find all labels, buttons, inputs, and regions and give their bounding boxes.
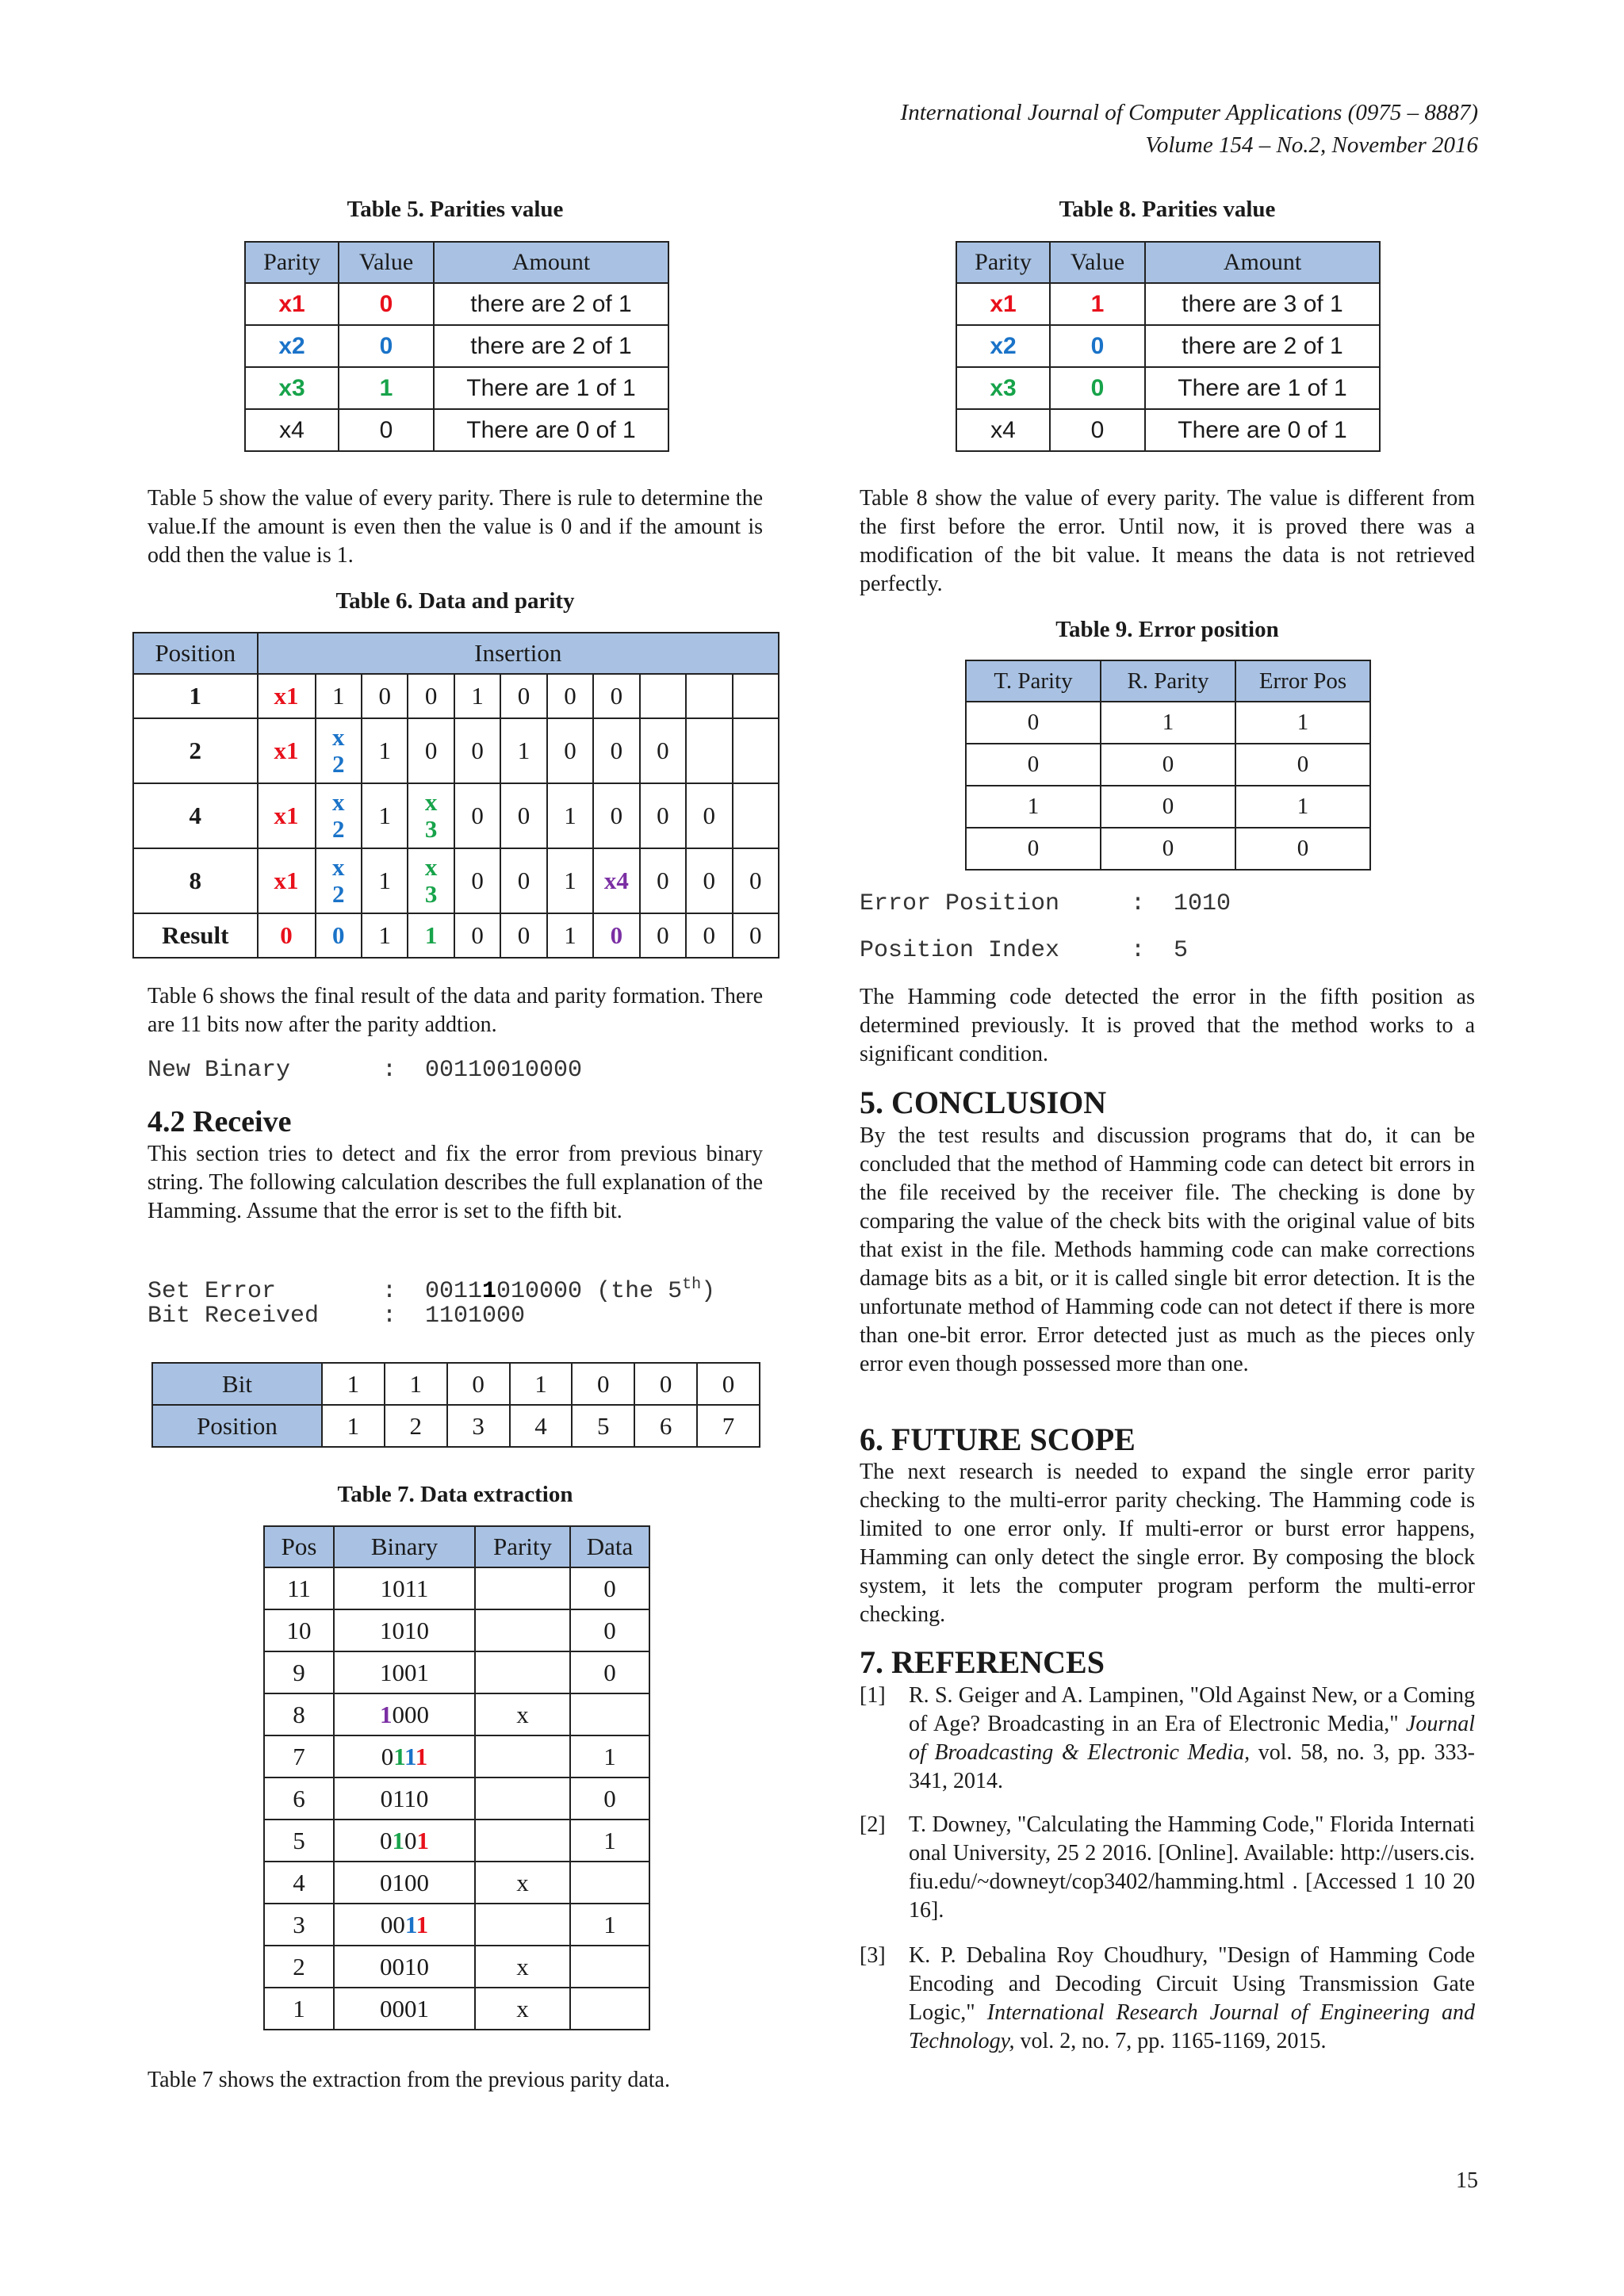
table-cell: 0 bbox=[1235, 828, 1370, 870]
table-row bbox=[264, 1946, 649, 1988]
bit-received-value: : 1101000 bbox=[382, 1303, 526, 1330]
table-cell: 7 bbox=[264, 1735, 334, 1777]
table-cell: 0 bbox=[640, 848, 686, 913]
error-position-value: : 1010 bbox=[1131, 890, 1231, 917]
table-cell bbox=[334, 1567, 475, 1609]
table-cell: 0 bbox=[966, 828, 1101, 870]
conclusion-text: By the test results and discussion programs that do, it can be concluded that the method of Hamming code can detect bit errors in the file received by the receiver file. The checking is done by comparing the value of the check bits with the original value of bits that exist in the file. Methods hamming code can make corrections damage bits as a bit, or it is called single bit error detection. It is the unfortunate method of Hamming code can not detect if there is more than one-bit error. Error detected just as much as the pieces only error even though possessed more than one. bbox=[860, 1123, 1475, 1376]
binary-segment: 1011 bbox=[380, 1574, 429, 1602]
binary-segment: 1 bbox=[416, 1826, 429, 1854]
table-cell: 2 bbox=[133, 718, 258, 783]
future-scope-text: The next research is needed to expand the single error parity checking to the multi-error parity checking. The Hamming code is limited to one error only. If multi-error or burst error happens, Hamming can only detect the single error. By composing the block system, it lets the computer program perform the multi-error checking. bbox=[860, 1460, 1475, 1627]
journal-volume: Volume 154 – No.2, November 2016 bbox=[1145, 132, 1478, 158]
set-error-colon: : bbox=[382, 1278, 426, 1305]
set-error-bit: 1 bbox=[482, 1278, 497, 1305]
table-cell: 5 bbox=[572, 1405, 634, 1447]
table-cell: 3 bbox=[447, 1405, 510, 1447]
table-cell: 1 bbox=[547, 848, 593, 913]
binary-segment: 1 bbox=[415, 1742, 428, 1770]
reference-details: vol. 2, no. 7, pp. 1165-1169, 2015. bbox=[1014, 2029, 1327, 2053]
table-cell: 1 bbox=[1235, 702, 1370, 744]
table-cell: 9 bbox=[264, 1651, 334, 1693]
binary-segment: 1 bbox=[404, 1742, 416, 1770]
table-cell: 0 bbox=[593, 913, 639, 958]
table-cell: 1 bbox=[322, 1405, 385, 1447]
set-error-post: 010000 (the 5 bbox=[496, 1278, 683, 1305]
table-cell: 0 bbox=[316, 913, 362, 958]
page-number: 15 bbox=[1456, 2168, 1478, 2193]
table6-header: Insertion bbox=[258, 633, 779, 674]
table9-header: T. Parity bbox=[966, 660, 1101, 702]
journal-name: International Journal of Computer Applications (0975 – 8887) bbox=[900, 100, 1478, 125]
table-cell bbox=[686, 674, 732, 718]
table-cell: 0 bbox=[1050, 325, 1145, 367]
table-cell: 1 bbox=[408, 913, 454, 958]
table8-header: Amount bbox=[1145, 242, 1380, 283]
table-cell: x1 bbox=[956, 283, 1050, 325]
table-cell: x 3 bbox=[408, 783, 454, 848]
binary-segment: 00 bbox=[380, 1910, 405, 1938]
table-row bbox=[264, 1820, 649, 1862]
reference-number: [2] bbox=[860, 1812, 886, 1837]
binary-segment: 1 bbox=[404, 1910, 416, 1938]
table-cell: 4 bbox=[510, 1405, 573, 1447]
table-cell bbox=[686, 718, 732, 783]
table8-header: Parity bbox=[956, 242, 1050, 283]
table-cell: 0 bbox=[733, 848, 779, 913]
table-cell: 0 bbox=[1101, 828, 1235, 870]
table-cell: 8 bbox=[264, 1693, 334, 1735]
table-cell bbox=[334, 1777, 475, 1820]
table-cell: 0 bbox=[640, 783, 686, 848]
binary-segment: 0 bbox=[381, 1742, 394, 1770]
new-binary-label: New Binary bbox=[147, 1057, 291, 1084]
table-cell bbox=[640, 674, 686, 718]
table-cell: 0 bbox=[500, 848, 546, 913]
table-cell: x1 bbox=[258, 674, 316, 718]
table-row bbox=[264, 1567, 649, 1609]
table-cell: 4 bbox=[133, 783, 258, 848]
table-cell: x bbox=[475, 1946, 570, 1988]
reference-text: T. Downey, "Calculating the Hamming Code," Florida International University, 25 2 2016. [Online]. Available: http://users.cis.fiu.edu/~downeyt/cop3402/hamming.html . [Accessed 1 10 2016]. bbox=[909, 1812, 1475, 1923]
table-cell: x bbox=[475, 1693, 570, 1735]
table-cell: 0 bbox=[733, 913, 779, 958]
table-cell: 0 bbox=[1235, 744, 1370, 786]
table-cell: 2 bbox=[385, 1405, 447, 1447]
table5-header: Amount bbox=[434, 242, 668, 283]
references-title: 7. REFERENCES bbox=[860, 1644, 1105, 1680]
table-cell: 1 bbox=[454, 674, 500, 718]
table7-caption: Table 7. Data extraction bbox=[337, 1482, 573, 1507]
binary-segment: 0010 bbox=[380, 1952, 429, 1980]
table8-header: Value bbox=[1050, 242, 1145, 283]
table-cell bbox=[475, 1904, 570, 1946]
table9-header: Error Pos bbox=[1235, 660, 1370, 702]
error-position-label: Error Position bbox=[860, 890, 1060, 917]
table-cell: 0 bbox=[570, 1609, 649, 1651]
table-row bbox=[264, 1735, 649, 1777]
table-cell: 0 bbox=[547, 674, 593, 718]
table-cell: 3 bbox=[264, 1904, 334, 1946]
reference-item bbox=[860, 1811, 1475, 1925]
table-cell: 1 bbox=[966, 786, 1101, 828]
table-cell: 0 bbox=[570, 1777, 649, 1820]
paragraph-table9: The Hamming code detected the error in the fifth position as determined previously. It is proved that the method works to a significant condition. bbox=[860, 985, 1475, 1066]
table-cell: x 2 bbox=[316, 783, 362, 848]
table-cell: there are 2 of 1 bbox=[434, 283, 668, 325]
table-cell bbox=[334, 1693, 475, 1735]
table6-header: Position bbox=[133, 633, 258, 674]
table-cell: x1 bbox=[258, 848, 316, 913]
table-cell: 0 bbox=[640, 718, 686, 783]
table-cell: x3 bbox=[245, 367, 339, 409]
table-cell: 1 bbox=[339, 367, 434, 409]
table-cell: x4 bbox=[593, 848, 639, 913]
reference-text: R. S. Geiger and A. Lampinen, "Old Against New, or a Coming of Age? Broadcasting in an Era of Electronic Media," bbox=[909, 1683, 1475, 1736]
table-cell: There are 1 of 1 bbox=[434, 367, 668, 409]
table-cell: 0 bbox=[966, 744, 1101, 786]
table-cell: 0 bbox=[593, 718, 639, 783]
new-binary-line bbox=[147, 1054, 763, 1086]
table-cell: 0 bbox=[454, 848, 500, 913]
bit-received-label: Bit Received bbox=[147, 1303, 320, 1330]
bit-label: Bit bbox=[152, 1363, 322, 1405]
table-cell: 0 bbox=[686, 848, 732, 913]
binary-segment: 1 bbox=[392, 1826, 404, 1854]
table-cell: 8 bbox=[133, 848, 258, 913]
table-cell: 1 bbox=[322, 1363, 385, 1405]
table-cell: there are 2 of 1 bbox=[1145, 325, 1380, 367]
table-cell: 1 bbox=[547, 913, 593, 958]
section-4-2-title: 4.2 Receive bbox=[147, 1105, 292, 1138]
table-cell bbox=[475, 1567, 570, 1609]
table-cell bbox=[733, 718, 779, 783]
binary-segment: 0 bbox=[404, 1826, 417, 1854]
table-cell bbox=[733, 674, 779, 718]
table-cell bbox=[475, 1735, 570, 1777]
table-cell: 0 bbox=[634, 1363, 697, 1405]
table-row bbox=[264, 1651, 649, 1693]
table-cell: 2 bbox=[264, 1946, 334, 1988]
set-error-sup: th bbox=[682, 1276, 702, 1294]
table-cell: 0 bbox=[339, 409, 434, 451]
binary-segment: 000 bbox=[392, 1700, 429, 1728]
table-cell: 1 bbox=[264, 1988, 334, 2030]
table5 bbox=[244, 241, 669, 452]
table-cell bbox=[570, 1946, 649, 1988]
set-error-close: ) bbox=[701, 1278, 716, 1305]
table9 bbox=[965, 660, 1371, 871]
table-row bbox=[264, 1777, 649, 1820]
reference-journal: International Research Journal of Engineering and Technology, bbox=[909, 2000, 1475, 2053]
binary-segment: 1 bbox=[380, 1700, 393, 1728]
table-cell: 0 bbox=[686, 913, 732, 958]
table-cell: 0 bbox=[697, 1363, 760, 1405]
table5-header: Parity bbox=[245, 242, 339, 283]
table-cell: there are 3 of 1 bbox=[1145, 283, 1380, 325]
binary-segment: 1001 bbox=[380, 1658, 429, 1686]
table-cell: 4 bbox=[264, 1862, 334, 1904]
reference-details: vol. 58, no. 3, pp. 333-341, 2014. bbox=[909, 1740, 1476, 1793]
table8 bbox=[956, 241, 1381, 452]
table-cell: x1 bbox=[245, 283, 339, 325]
table-cell bbox=[475, 1609, 570, 1651]
table-cell: 0 bbox=[500, 913, 546, 958]
table-cell: 0 bbox=[1050, 367, 1145, 409]
table6-caption: Table 6. Data and parity bbox=[335, 588, 575, 614]
table-cell: 0 bbox=[447, 1363, 510, 1405]
table-cell: x 3 bbox=[408, 848, 454, 913]
table7-header: Data bbox=[570, 1526, 649, 1567]
table-cell: x bbox=[475, 1988, 570, 2030]
table-cell bbox=[334, 1609, 475, 1651]
binary-segment: 0001 bbox=[380, 1994, 429, 2022]
reference-item bbox=[860, 1942, 1475, 2056]
table-cell: 0 bbox=[258, 913, 316, 958]
table-cell bbox=[570, 1693, 649, 1735]
new-binary-value: : 00110010000 bbox=[382, 1057, 583, 1084]
table-cell: 1 bbox=[362, 783, 408, 848]
table-cell: 0 bbox=[454, 718, 500, 783]
table-cell bbox=[733, 783, 779, 848]
reference-text: K. P. Debalina Roy Choudhury, "Design of Hamming Code Encoding and Decoding Circuit Using Transmission Gate Logic," bbox=[909, 1943, 1475, 2025]
table-cell: x 2 bbox=[316, 718, 362, 783]
paragraph-table6: Table 6 shows the final result of the data and parity formation. There are 11 bits now after the parity addtion. bbox=[147, 984, 763, 1037]
paragraph-table8: Table 8 show the value of every parity. The value is different from the first before the error. Until now, it is proved there was a modification of the bit value. It means the data is not retrieved perfectly. bbox=[860, 486, 1475, 596]
table-cell bbox=[334, 1862, 475, 1904]
reference-item bbox=[860, 1682, 1475, 1796]
binary-segment: 1 bbox=[393, 1742, 404, 1770]
table-cell bbox=[475, 1651, 570, 1693]
table-cell: x4 bbox=[245, 409, 339, 451]
table7-header: Binary bbox=[334, 1526, 475, 1567]
paragraph-table7: Table 7 shows the extraction from the previous parity data. bbox=[147, 2068, 670, 2092]
table-cell: 1 bbox=[1235, 786, 1370, 828]
binary-segment: 0100 bbox=[380, 1868, 429, 1896]
table-cell: 0 bbox=[572, 1363, 634, 1405]
table-cell: There are 1 of 1 bbox=[1145, 367, 1380, 409]
position-label: Position bbox=[152, 1405, 322, 1447]
position-index-line bbox=[860, 935, 1475, 966]
table-cell: 1 bbox=[1050, 283, 1145, 325]
table9-caption: Table 9. Error position bbox=[1055, 617, 1279, 642]
table-cell: 0 bbox=[570, 1567, 649, 1609]
table-cell: 5 bbox=[264, 1820, 334, 1862]
table-row bbox=[264, 1988, 649, 2030]
reference-number: [3] bbox=[860, 1943, 886, 1968]
table-cell: 1 bbox=[570, 1904, 649, 1946]
table-cell: 0 bbox=[1101, 786, 1235, 828]
table-cell bbox=[570, 1862, 649, 1904]
table-cell: x 2 bbox=[316, 848, 362, 913]
table-cell: 1 bbox=[500, 718, 546, 783]
table7-header: Parity bbox=[475, 1526, 570, 1567]
table5-caption: Table 5. Parities value bbox=[347, 197, 564, 222]
table-cell: 0 bbox=[547, 718, 593, 783]
table-cell: 0 bbox=[593, 783, 639, 848]
table-cell: x3 bbox=[956, 367, 1050, 409]
table5-header: Value bbox=[339, 242, 434, 283]
table-cell: 0 bbox=[640, 913, 686, 958]
table-cell: 0 bbox=[500, 674, 546, 718]
table-cell: 1 bbox=[547, 783, 593, 848]
table-cell: 0 bbox=[1101, 744, 1235, 786]
reference-journal: Journal of Broadcasting & Electronic Media, bbox=[909, 1712, 1475, 1765]
table-cell: 0 bbox=[408, 674, 454, 718]
conclusion-title: 5. CONCLUSION bbox=[860, 1085, 1107, 1120]
table-cell: 0 bbox=[454, 913, 500, 958]
table-cell: 7 bbox=[697, 1405, 760, 1447]
table-cell bbox=[334, 1820, 475, 1862]
table-cell: 0 bbox=[339, 283, 434, 325]
position-index-label: Position Index bbox=[860, 937, 1060, 964]
table-cell: x1 bbox=[258, 783, 316, 848]
table-cell: Result bbox=[133, 913, 258, 958]
table-row bbox=[264, 1904, 649, 1946]
table-row bbox=[264, 1862, 649, 1904]
bit-received-line bbox=[147, 1300, 763, 1332]
table-cell: 0 bbox=[362, 674, 408, 718]
table-row bbox=[264, 1609, 649, 1651]
table-cell: 1 bbox=[570, 1735, 649, 1777]
table-cell: there are 2 of 1 bbox=[434, 325, 668, 367]
table-cell: 0 bbox=[454, 783, 500, 848]
paragraph-table5: Table 5 show the value of every parity. There is rule to determine the value.If the amount is even then the value is 0 and if the amount is odd then the value is 1. bbox=[147, 486, 763, 568]
table-cell: x4 bbox=[956, 409, 1050, 451]
table-cell: 0 bbox=[686, 783, 732, 848]
table-cell: 1 bbox=[570, 1820, 649, 1862]
table-cell: 0 bbox=[966, 702, 1101, 744]
set-error-pre: 0011 bbox=[425, 1278, 483, 1305]
table8-caption: Table 8. Parities value bbox=[1059, 197, 1276, 222]
table-cell: x1 bbox=[258, 718, 316, 783]
table-cell: 1 bbox=[385, 1363, 447, 1405]
binary-segment: 1 bbox=[416, 1910, 429, 1938]
table-cell: 1 bbox=[510, 1363, 573, 1405]
table-cell: 10 bbox=[264, 1609, 334, 1651]
table-cell bbox=[334, 1735, 475, 1777]
table-cell: 1 bbox=[362, 848, 408, 913]
table9-header: R. Parity bbox=[1101, 660, 1235, 702]
table-cell: 1 bbox=[1101, 702, 1235, 744]
table-cell: 11 bbox=[264, 1567, 334, 1609]
table-cell: There are 0 of 1 bbox=[434, 409, 668, 451]
error-position-line bbox=[860, 888, 1475, 920]
table-cell: x2 bbox=[956, 325, 1050, 367]
reference-number: [1] bbox=[860, 1683, 886, 1708]
section-4-2-text: This section tries to detect and fix the error from previous binary string. The following calculation describes the full explanation of the Hamming. Assume that the error is set to the fifth bit. bbox=[147, 1142, 763, 1223]
table-row bbox=[264, 1693, 649, 1735]
binary-segment: 1010 bbox=[380, 1616, 429, 1644]
table-cell: 1 bbox=[362, 718, 408, 783]
table-cell: x bbox=[475, 1862, 570, 1904]
table-cell: 1 bbox=[316, 674, 362, 718]
binary-segment: 0110 bbox=[380, 1784, 429, 1812]
table7 bbox=[263, 1525, 650, 2030]
future-scope-title: 6. FUTURE SCOPE bbox=[860, 1422, 1136, 1457]
table-cell: x2 bbox=[245, 325, 339, 367]
table-cell: 1 bbox=[133, 674, 258, 718]
table-cell bbox=[334, 1946, 475, 1988]
table-cell bbox=[334, 1651, 475, 1693]
table-cell: 0 bbox=[570, 1651, 649, 1693]
set-error-label: Set Error bbox=[147, 1278, 277, 1305]
table-cell bbox=[334, 1904, 475, 1946]
table6 bbox=[132, 632, 779, 959]
table-cell: 0 bbox=[593, 674, 639, 718]
table-cell: 0 bbox=[1050, 409, 1145, 451]
table-cell: 6 bbox=[634, 1405, 697, 1447]
binary-segment: 0 bbox=[380, 1826, 393, 1854]
table-cell: There are 0 of 1 bbox=[1145, 409, 1380, 451]
table-cell: 0 bbox=[339, 325, 434, 367]
table-cell: 1 bbox=[362, 913, 408, 958]
table-cell bbox=[475, 1820, 570, 1862]
running-header bbox=[901, 97, 1478, 162]
table-cell: 0 bbox=[500, 783, 546, 848]
table-cell: 0 bbox=[408, 718, 454, 783]
table-cell: 6 bbox=[264, 1777, 334, 1820]
table-cell bbox=[570, 1988, 649, 2030]
position-index-value: : 5 bbox=[1131, 937, 1189, 964]
table-cell bbox=[334, 1988, 475, 2030]
bit-position-table bbox=[151, 1362, 760, 1448]
table7-header: Pos bbox=[264, 1526, 334, 1567]
table-cell bbox=[475, 1777, 570, 1820]
